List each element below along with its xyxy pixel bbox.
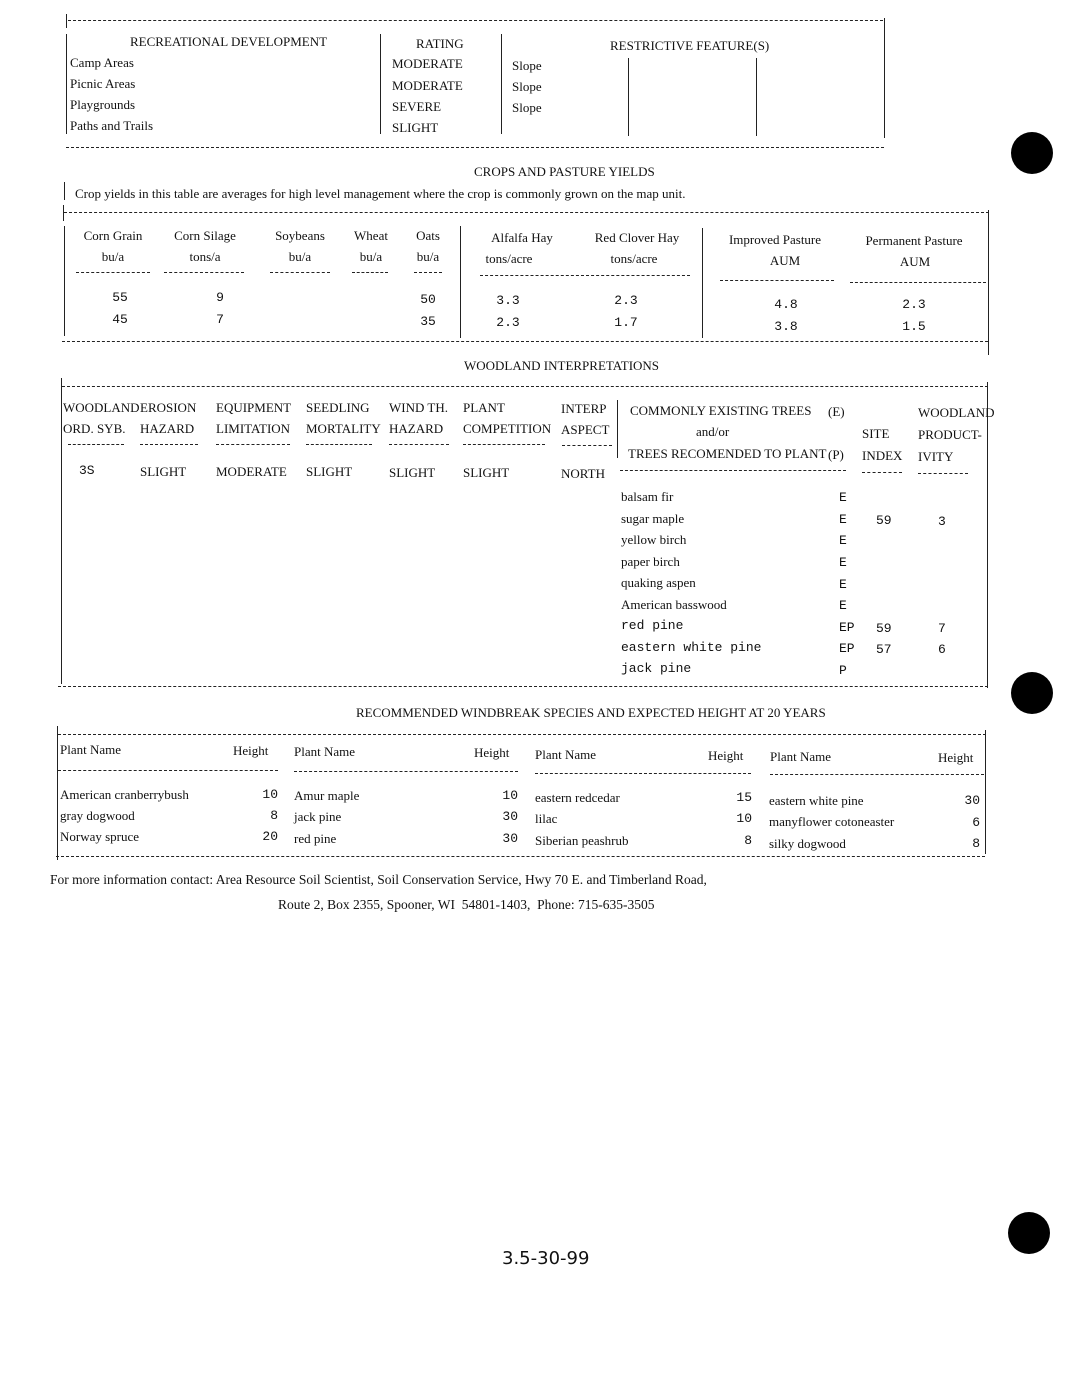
windbreak-plant: red pine	[294, 831, 337, 846]
wood-header: SITE	[862, 426, 890, 441]
crop-header: Corn Grain	[83, 228, 143, 243]
crop-cell: 7	[216, 312, 224, 327]
crop-cell: 35	[420, 314, 436, 329]
crop-unit: bu/a	[359, 249, 383, 264]
rec-row-feature: Slope	[512, 79, 542, 94]
crop-unit: tons/a	[189, 249, 221, 264]
rule	[562, 445, 612, 446]
tree-name: eastern white pine	[621, 640, 762, 655]
tree-code: E	[839, 577, 847, 592]
wind-header-height: Height	[233, 743, 269, 758]
rule	[380, 34, 381, 134]
crop-header: Permanent Pasture	[865, 233, 963, 248]
crop-cell: 1.7	[614, 315, 638, 330]
rule	[140, 444, 198, 445]
contact-line-1: For more information contact: Area Resource Soil Scientist, Soil Conservation Service, Hwy 70 E. and Timberland Road,	[50, 872, 707, 887]
windbreak-plant: Norway spruce	[60, 829, 140, 844]
wood-header: HAZARD	[389, 421, 444, 436]
windbreak-height: 10	[502, 788, 518, 803]
punch-hole-middle	[1011, 672, 1053, 714]
wind-header-name: Plant Name	[535, 747, 597, 762]
rule	[756, 58, 757, 136]
rule	[63, 205, 64, 221]
tree-name: sugar maple	[621, 511, 685, 526]
crop-cell: 3.8	[774, 319, 798, 334]
rule	[501, 34, 502, 134]
rec-row-name: Paths and Trails	[70, 118, 154, 133]
rec-row-name: Playgrounds	[70, 97, 135, 112]
crop-unit: AUM	[899, 254, 931, 269]
crop-cell: 3.3	[496, 293, 520, 308]
tree-site-index: 59	[876, 621, 892, 636]
wood-header: WIND TH.	[389, 400, 448, 415]
tree-productivity: 7	[938, 621, 946, 636]
page-number: 3.5-30-99	[502, 1248, 590, 1269]
rec-row-name: Camp Areas	[70, 55, 134, 70]
rule	[884, 18, 885, 138]
crop-cell: 2.3	[496, 315, 520, 330]
crop-header: Wheat	[354, 228, 388, 243]
rule	[463, 444, 545, 445]
windbreak-height: 20	[262, 829, 278, 844]
wood-value: 3S	[79, 463, 95, 478]
wind-header-name: Plant Name	[294, 744, 356, 759]
windbreak-height: 15	[736, 790, 752, 805]
windbreak-plant: manyflower cotoneaster	[769, 814, 895, 829]
wood-header: PRODUCT-	[918, 427, 982, 442]
windbreak-height: 30	[502, 831, 518, 846]
rec-row-rating: MODERATE	[392, 78, 463, 93]
tree-name: quaking aspen	[621, 575, 696, 590]
rule	[617, 400, 618, 458]
rule	[702, 228, 703, 338]
rule	[720, 280, 834, 281]
tree-code: EP	[839, 620, 855, 635]
rule	[64, 212, 989, 213]
wood-value: SLIGHT	[306, 464, 353, 479]
rule	[58, 686, 988, 687]
crop-header: Oats	[416, 228, 440, 243]
wind-header-height: Height	[474, 745, 510, 760]
wood-value: SLIGHT	[140, 464, 187, 479]
crop-cell: 2.3	[614, 293, 638, 308]
crops-title: CROPS AND PASTURE YIELDS	[474, 164, 655, 179]
rule	[64, 182, 65, 200]
wind-header-height: Height	[708, 748, 744, 763]
crop-header: Soybeans	[275, 228, 325, 243]
rule	[68, 20, 883, 21]
tree-name: jack pine	[621, 661, 692, 676]
crop-cell: 50	[420, 292, 436, 307]
crop-header: Red Clover Hay	[594, 230, 680, 245]
rule	[918, 473, 968, 474]
wood-header: MORTALITY	[306, 421, 381, 436]
rec-row-name: Picnic Areas	[70, 76, 136, 91]
rule	[57, 726, 58, 860]
wood-header: ORD. SYB.	[63, 421, 126, 436]
wind-header-name: Plant Name	[60, 742, 122, 757]
wood-header: ASPECT	[561, 422, 610, 437]
crop-unit: bu/a	[101, 249, 125, 264]
rule	[306, 444, 372, 445]
tree-code: E	[839, 490, 847, 505]
windbreak-height: 30	[964, 793, 980, 808]
windbreak-height: 8	[744, 833, 752, 848]
windbreak-plant: Siberian peashrub	[535, 833, 629, 848]
tree-site-index: 57	[876, 642, 892, 657]
tree-name: balsam fir	[621, 489, 674, 504]
rule	[985, 730, 986, 854]
wind-header-height: Height	[938, 750, 974, 765]
wood-header: and/or	[696, 424, 730, 439]
rule	[620, 470, 846, 471]
crops-note: Crop yields in this table are averages for high level management where the crop is commonly grown on the map unit.	[75, 186, 686, 201]
rule	[770, 774, 984, 775]
crop-cell: 55	[112, 290, 128, 305]
wood-header: WOODLAND	[63, 400, 140, 415]
crop-unit: AUM	[769, 253, 801, 268]
rule	[628, 58, 629, 136]
windbreak-plant: jack pine	[294, 809, 342, 824]
tree-code: EP	[839, 641, 855, 656]
rec-row-feature: Slope	[512, 100, 542, 115]
crop-unit: tons/acre	[485, 251, 533, 266]
windbreak-plant: Amur maple	[294, 788, 360, 803]
rec-row-rating: SLIGHT	[392, 120, 439, 135]
crop-cell: 45	[112, 312, 128, 327]
windbreak-height: 10	[262, 787, 278, 802]
rule	[66, 14, 67, 28]
windbreak-height: 10	[736, 811, 752, 826]
header-rating: RATING	[416, 36, 464, 51]
wood-header: WOODLAND	[918, 405, 995, 420]
wood-header: LIMITATION	[216, 421, 291, 436]
tree-code: E	[839, 555, 847, 570]
rule	[414, 272, 442, 273]
rule	[352, 272, 388, 273]
tree-name: yellow birch	[621, 532, 687, 547]
rule	[535, 773, 751, 774]
crop-unit: bu/a	[416, 249, 440, 264]
contact-line-2: Route 2, Box 2355, Spooner, WI 54801-1403, Phone: 715-635-3505	[278, 897, 655, 912]
rule	[62, 386, 988, 387]
wood-value: SLIGHT	[463, 465, 510, 480]
windbreak-height: 30	[502, 809, 518, 824]
tree-name: paper birch	[621, 554, 680, 569]
tree-productivity: 6	[938, 642, 946, 657]
header-recreational-development: RECREATIONAL DEVELOPMENT	[130, 34, 328, 49]
header-restrictive-features: RESTRICTIVE FEATURE(S)	[610, 38, 770, 53]
crop-cell: 9	[216, 290, 224, 305]
wood-header: HAZARD	[140, 421, 195, 436]
wood-header: IVITY	[918, 449, 954, 464]
wood-header: EQUIPMENT	[216, 400, 292, 415]
wood-header: COMPETITION	[463, 421, 552, 436]
woodland-title: WOODLAND INTERPRETATIONS	[464, 358, 660, 373]
wood-value: MODERATE	[216, 464, 287, 479]
windbreak-height: 8	[270, 808, 278, 823]
windbreak-plant: lilac	[535, 811, 558, 826]
rule	[294, 771, 518, 772]
windbreak-plant: gray dogwood	[60, 808, 135, 823]
rule	[76, 272, 150, 273]
rule	[58, 734, 986, 735]
rule	[987, 382, 988, 688]
punch-hole-top	[1011, 132, 1053, 174]
wood-header: INTERP	[561, 401, 607, 416]
rec-row-rating: SEVERE	[392, 99, 442, 114]
wind-header-name: Plant Name	[770, 749, 832, 764]
crop-header: Corn Silage	[174, 228, 236, 243]
windbreak-plant: American cranberrybush	[60, 787, 189, 802]
windbreak-height: 6	[972, 815, 980, 830]
tree-name: red pine	[621, 618, 684, 633]
rule	[58, 770, 278, 771]
rule	[61, 378, 62, 684]
rule	[66, 34, 67, 134]
wood-value: NORTH	[561, 466, 605, 481]
tree-code: E	[839, 533, 847, 548]
wood-header: EROSION	[140, 400, 197, 415]
wood-header: PLANT	[463, 400, 505, 415]
tree-name: American basswood	[621, 597, 727, 612]
crop-cell: 4.8	[774, 297, 798, 312]
rule	[988, 210, 989, 355]
rule	[68, 444, 124, 445]
tree-code: P	[839, 663, 847, 678]
crop-header: Alfalfa Hay	[491, 230, 553, 245]
rule	[389, 444, 449, 445]
wood-value: SLIGHT	[389, 465, 436, 480]
wood-header: SEEDLING	[306, 400, 370, 415]
rule	[850, 282, 986, 283]
crop-header: Improved Pasture	[728, 232, 822, 247]
rule	[270, 272, 330, 273]
rule	[64, 226, 65, 336]
crop-cell: 1.5	[902, 319, 926, 334]
windbreak-plant: eastern redcedar	[535, 790, 620, 805]
tree-code: E	[839, 512, 847, 527]
rule	[164, 272, 244, 273]
rule	[216, 444, 290, 445]
crop-cell: 2.3	[902, 297, 926, 312]
crop-unit: tons/acre	[610, 251, 658, 266]
wood-header: COMMONLY EXISTING TREES	[630, 403, 812, 418]
punch-hole-bottom	[1008, 1212, 1050, 1254]
wood-header: TREES RECOMENDED TO PLANT	[628, 446, 827, 461]
windbreak-height: 8	[972, 836, 980, 851]
rec-row-rating: MODERATE	[392, 56, 463, 71]
rule	[480, 275, 690, 276]
rule	[862, 472, 902, 473]
windbreak-title: RECOMMENDED WINDBREAK SPECIES AND EXPECTED HEIGHT AT 20 YEARS	[356, 705, 826, 720]
wood-header: (E)	[828, 404, 845, 419]
tree-site-index: 59	[876, 513, 892, 528]
rule	[66, 147, 884, 148]
windbreak-plant: eastern white pine	[769, 793, 864, 808]
tree-code: E	[839, 598, 847, 613]
windbreak-plant: silky dogwood	[769, 836, 846, 851]
wood-header: (P)	[828, 447, 844, 462]
tree-productivity: 3	[938, 514, 946, 529]
rule	[62, 341, 988, 342]
crop-unit: bu/a	[288, 249, 312, 264]
rec-row-feature: Slope	[512, 58, 542, 73]
rule	[56, 856, 985, 857]
wood-header: INDEX	[862, 448, 903, 463]
rule	[460, 226, 461, 338]
